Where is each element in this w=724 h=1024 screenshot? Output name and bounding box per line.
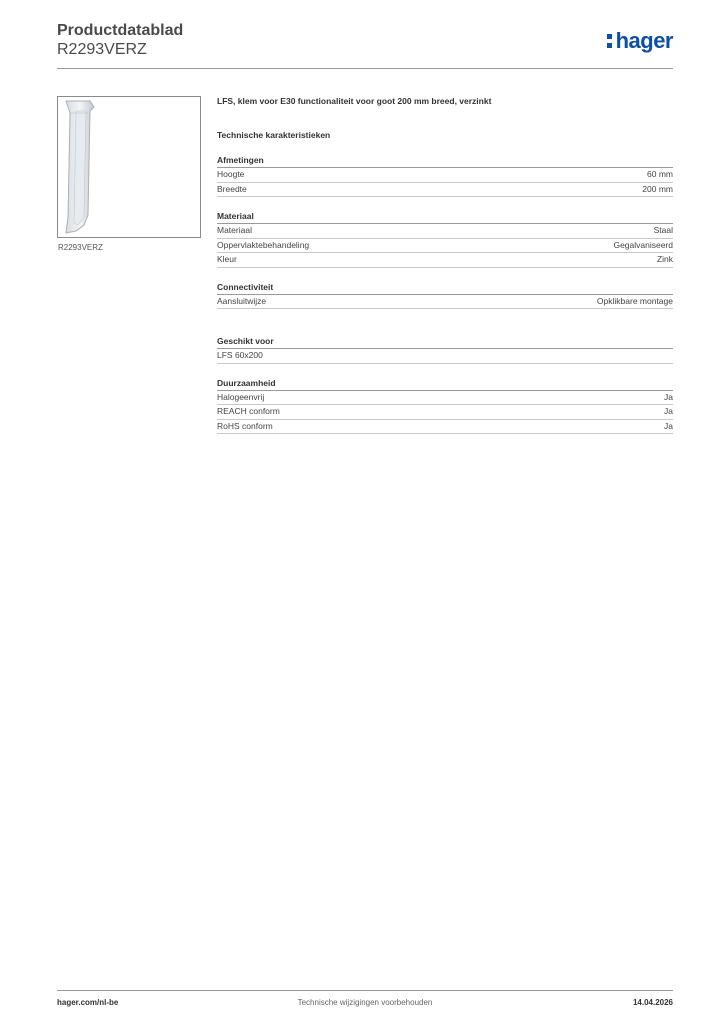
spec-group-connectiviteit: [217, 281, 673, 310]
spec-group-duurzaamheid: [217, 377, 673, 435]
spec-label: Aansluitwijze: [217, 295, 267, 306]
spec-value: Ja: [664, 406, 673, 416]
spec-label: Breedte: [217, 183, 247, 194]
spec-label: Hoogte: [217, 169, 245, 179]
spec-label: RoHS conform: [217, 420, 273, 431]
document-title: Productdatablad: [57, 22, 184, 39]
spec-value: 200 mm: [642, 183, 673, 194]
header-divider: [57, 68, 673, 69]
spec-value: Opklikbare montage: [596, 295, 673, 306]
spec-row: [217, 420, 673, 435]
spec-value: Staal: [653, 225, 673, 235]
group-title: Connectiviteit: [217, 281, 673, 295]
spec-value: Zink: [656, 254, 673, 264]
spec-group-geschikt-voor: [217, 335, 673, 364]
footer-date: 14.04.2026: [632, 998, 673, 1007]
image-caption: R2293VERZ: [58, 243, 103, 252]
spec-content: [217, 94, 673, 434]
hager-logo: [607, 28, 673, 54]
spec-value: 60 mm: [647, 169, 673, 179]
spec-label: Oppervlaktebehandeling: [217, 239, 310, 250]
spec-value: Ja: [664, 391, 673, 402]
group-title: Materiaal: [217, 210, 673, 224]
spec-label: REACH conform: [217, 406, 280, 416]
spec-group-materiaal: [217, 210, 673, 268]
spec-row: [217, 168, 673, 183]
spec-row: [217, 405, 673, 420]
spec-row: [217, 391, 673, 406]
spec-group-afmetingen: [217, 154, 673, 197]
product-clamp-image: [58, 97, 200, 237]
spec-row: [217, 224, 673, 239]
logo-text: hager: [615, 28, 673, 53]
footer-divider: [57, 990, 673, 991]
spec-value: Gegalvaniseerd: [613, 239, 673, 250]
spec-row: [217, 239, 673, 254]
product-reference: R2293VERZ: [57, 41, 147, 58]
group-title: Duurzaamheid: [217, 377, 673, 391]
footer-website-link[interactable]: hager.com/nl-be: [57, 998, 119, 1007]
spec-label: Kleur: [217, 254, 237, 264]
group-title: Geschikt voor: [217, 335, 673, 349]
product-image: [57, 96, 201, 238]
spec-label: Halogeenvrij: [217, 391, 265, 402]
spec-row: [217, 295, 673, 310]
page-header: [57, 20, 673, 70]
spec-label: LFS 60x200: [217, 350, 263, 360]
spec-value: Ja: [664, 420, 673, 431]
spec-heading: Technische karakteristieken: [217, 130, 331, 140]
spec-row: [217, 183, 673, 198]
group-title: Afmetingen: [217, 154, 673, 168]
spec-label: Materiaal: [217, 225, 252, 235]
footer-notice: Technische wijzigingen voorbehouden: [297, 998, 433, 1007]
product-description: LFS, klem voor E30 functionaliteit voor goot 200 mm breed, verzinkt: [217, 96, 492, 106]
spec-row: [217, 349, 673, 364]
spec-row: [217, 253, 673, 268]
